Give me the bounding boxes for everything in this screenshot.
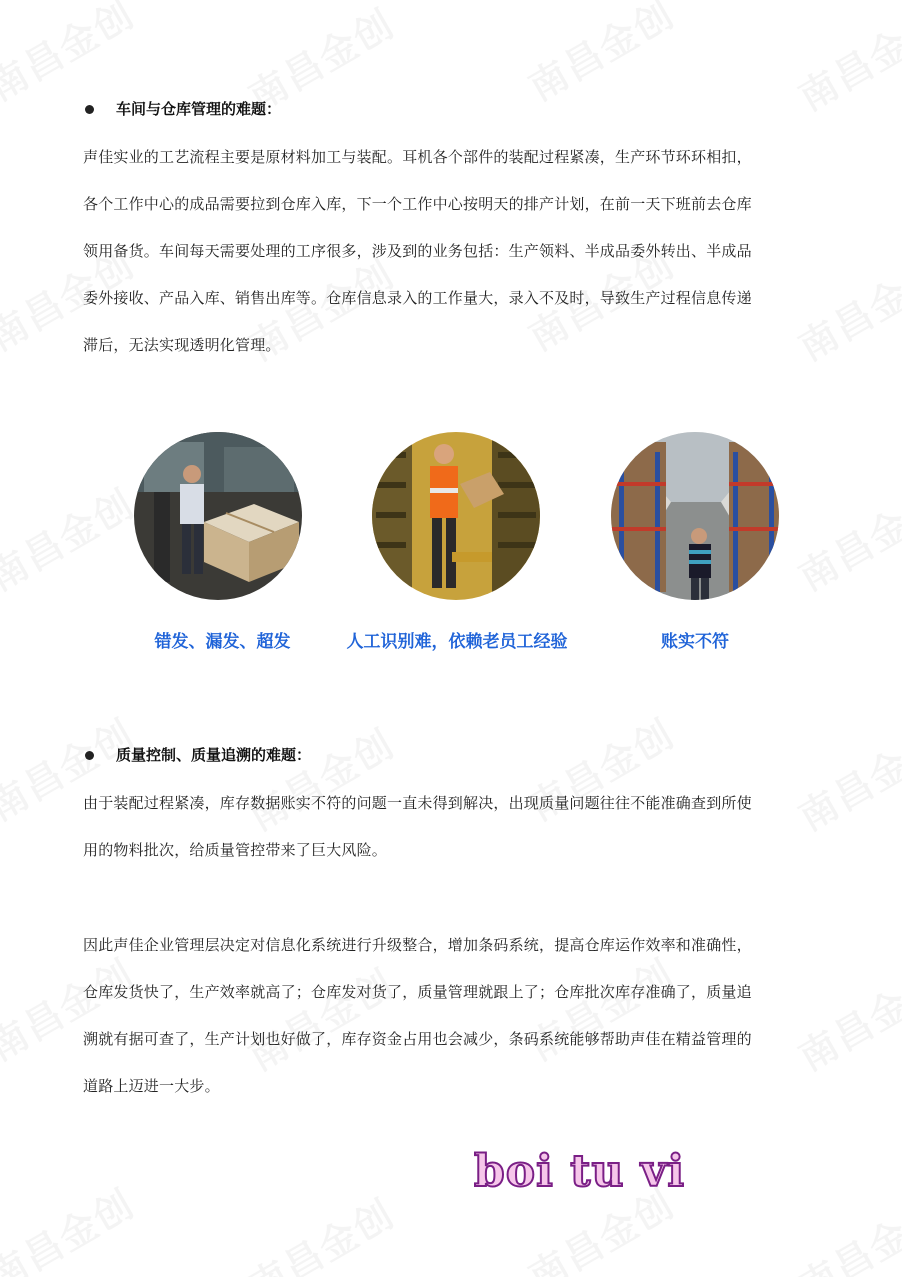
watermark <box>787 1184 902 1277</box>
section-heading <box>83 745 823 765</box>
paragraph-line: 滞后，无法实现透明化管理。 <box>83 336 281 354</box>
paragraph-line: 溯就有据可查了，生产计划也好做了，库存资金占用也会减少，条码系统能够帮助声佳在精益管理的 <box>83 1030 752 1048</box>
watermark <box>0 474 143 602</box>
bullet-icon <box>85 105 94 114</box>
paragraph-line: 声佳实业的工艺流程主要是原材料加工与装配。耳机各个部件的装配过程紧凑，生产环节环环相扣， <box>83 148 752 166</box>
bullet-icon <box>85 751 94 760</box>
signature-text: boi tu vi <box>474 1146 686 1197</box>
photo-caption: 错发、漏发、超发 <box>154 632 291 652</box>
watermark <box>0 1174 143 1277</box>
scanning-worker-photo <box>372 432 540 600</box>
warehouse-worker-photo <box>134 432 302 600</box>
watermark <box>237 1184 403 1277</box>
heading-text: 车间与仓库管理的难题： <box>116 100 282 118</box>
conclusion-paragraph <box>83 922 823 1110</box>
photo-caption: 人工识别难，依赖老员工经验 <box>346 632 568 652</box>
photo-caption: 账实不符 <box>661 632 729 652</box>
watermark <box>787 474 902 602</box>
paragraph-line: 仓库发货快了，生产效率就高了；仓库发对货了，质量管理就跟上了；仓库批次库存准确了，质量追 <box>83 983 752 1001</box>
section-heading <box>83 99 823 119</box>
paragraph-line: 领用备货。车间每天需要处理的工序很多，涉及到的业务包括：生产领料、半成品委外转出、半成品 <box>83 242 752 260</box>
section1-paragraph <box>83 134 823 369</box>
paragraph-line: 委外接收、产品入库、销售出库等。仓库信息录入的工作量大，录入不及时，导致生产过程信息传递 <box>83 289 752 307</box>
section-quality-control <box>83 745 823 765</box>
paragraph-line: 因此声佳企业管理层决定对信息化系统进行升级整合，增加条码系统，提高仓库运作效率和准确性， <box>83 936 752 954</box>
heading-text: 质量控制、质量追溯的难题： <box>116 746 312 764</box>
paragraph-line: 道路上迈进一大步。 <box>83 1077 220 1095</box>
section2-paragraph <box>83 780 823 874</box>
paragraph-line: 用的物料批次，给质量管控带来了巨大风险。 <box>83 841 388 859</box>
paragraph-line: 由于装配过程紧凑，库存数据账实不符的问题一直未得到解决，出现质量问题往往不能准确查到所使 <box>83 794 752 812</box>
section-workshop-warehouse <box>83 99 823 119</box>
watermark <box>517 0 683 111</box>
watermark <box>0 0 143 111</box>
storage-racks-photo <box>611 432 779 600</box>
paragraph-line: 各个工作中心的成品需要拉到仓库入库，下一个工作中心按明天的排产计划，在前一天下班前去仓库 <box>83 195 752 213</box>
